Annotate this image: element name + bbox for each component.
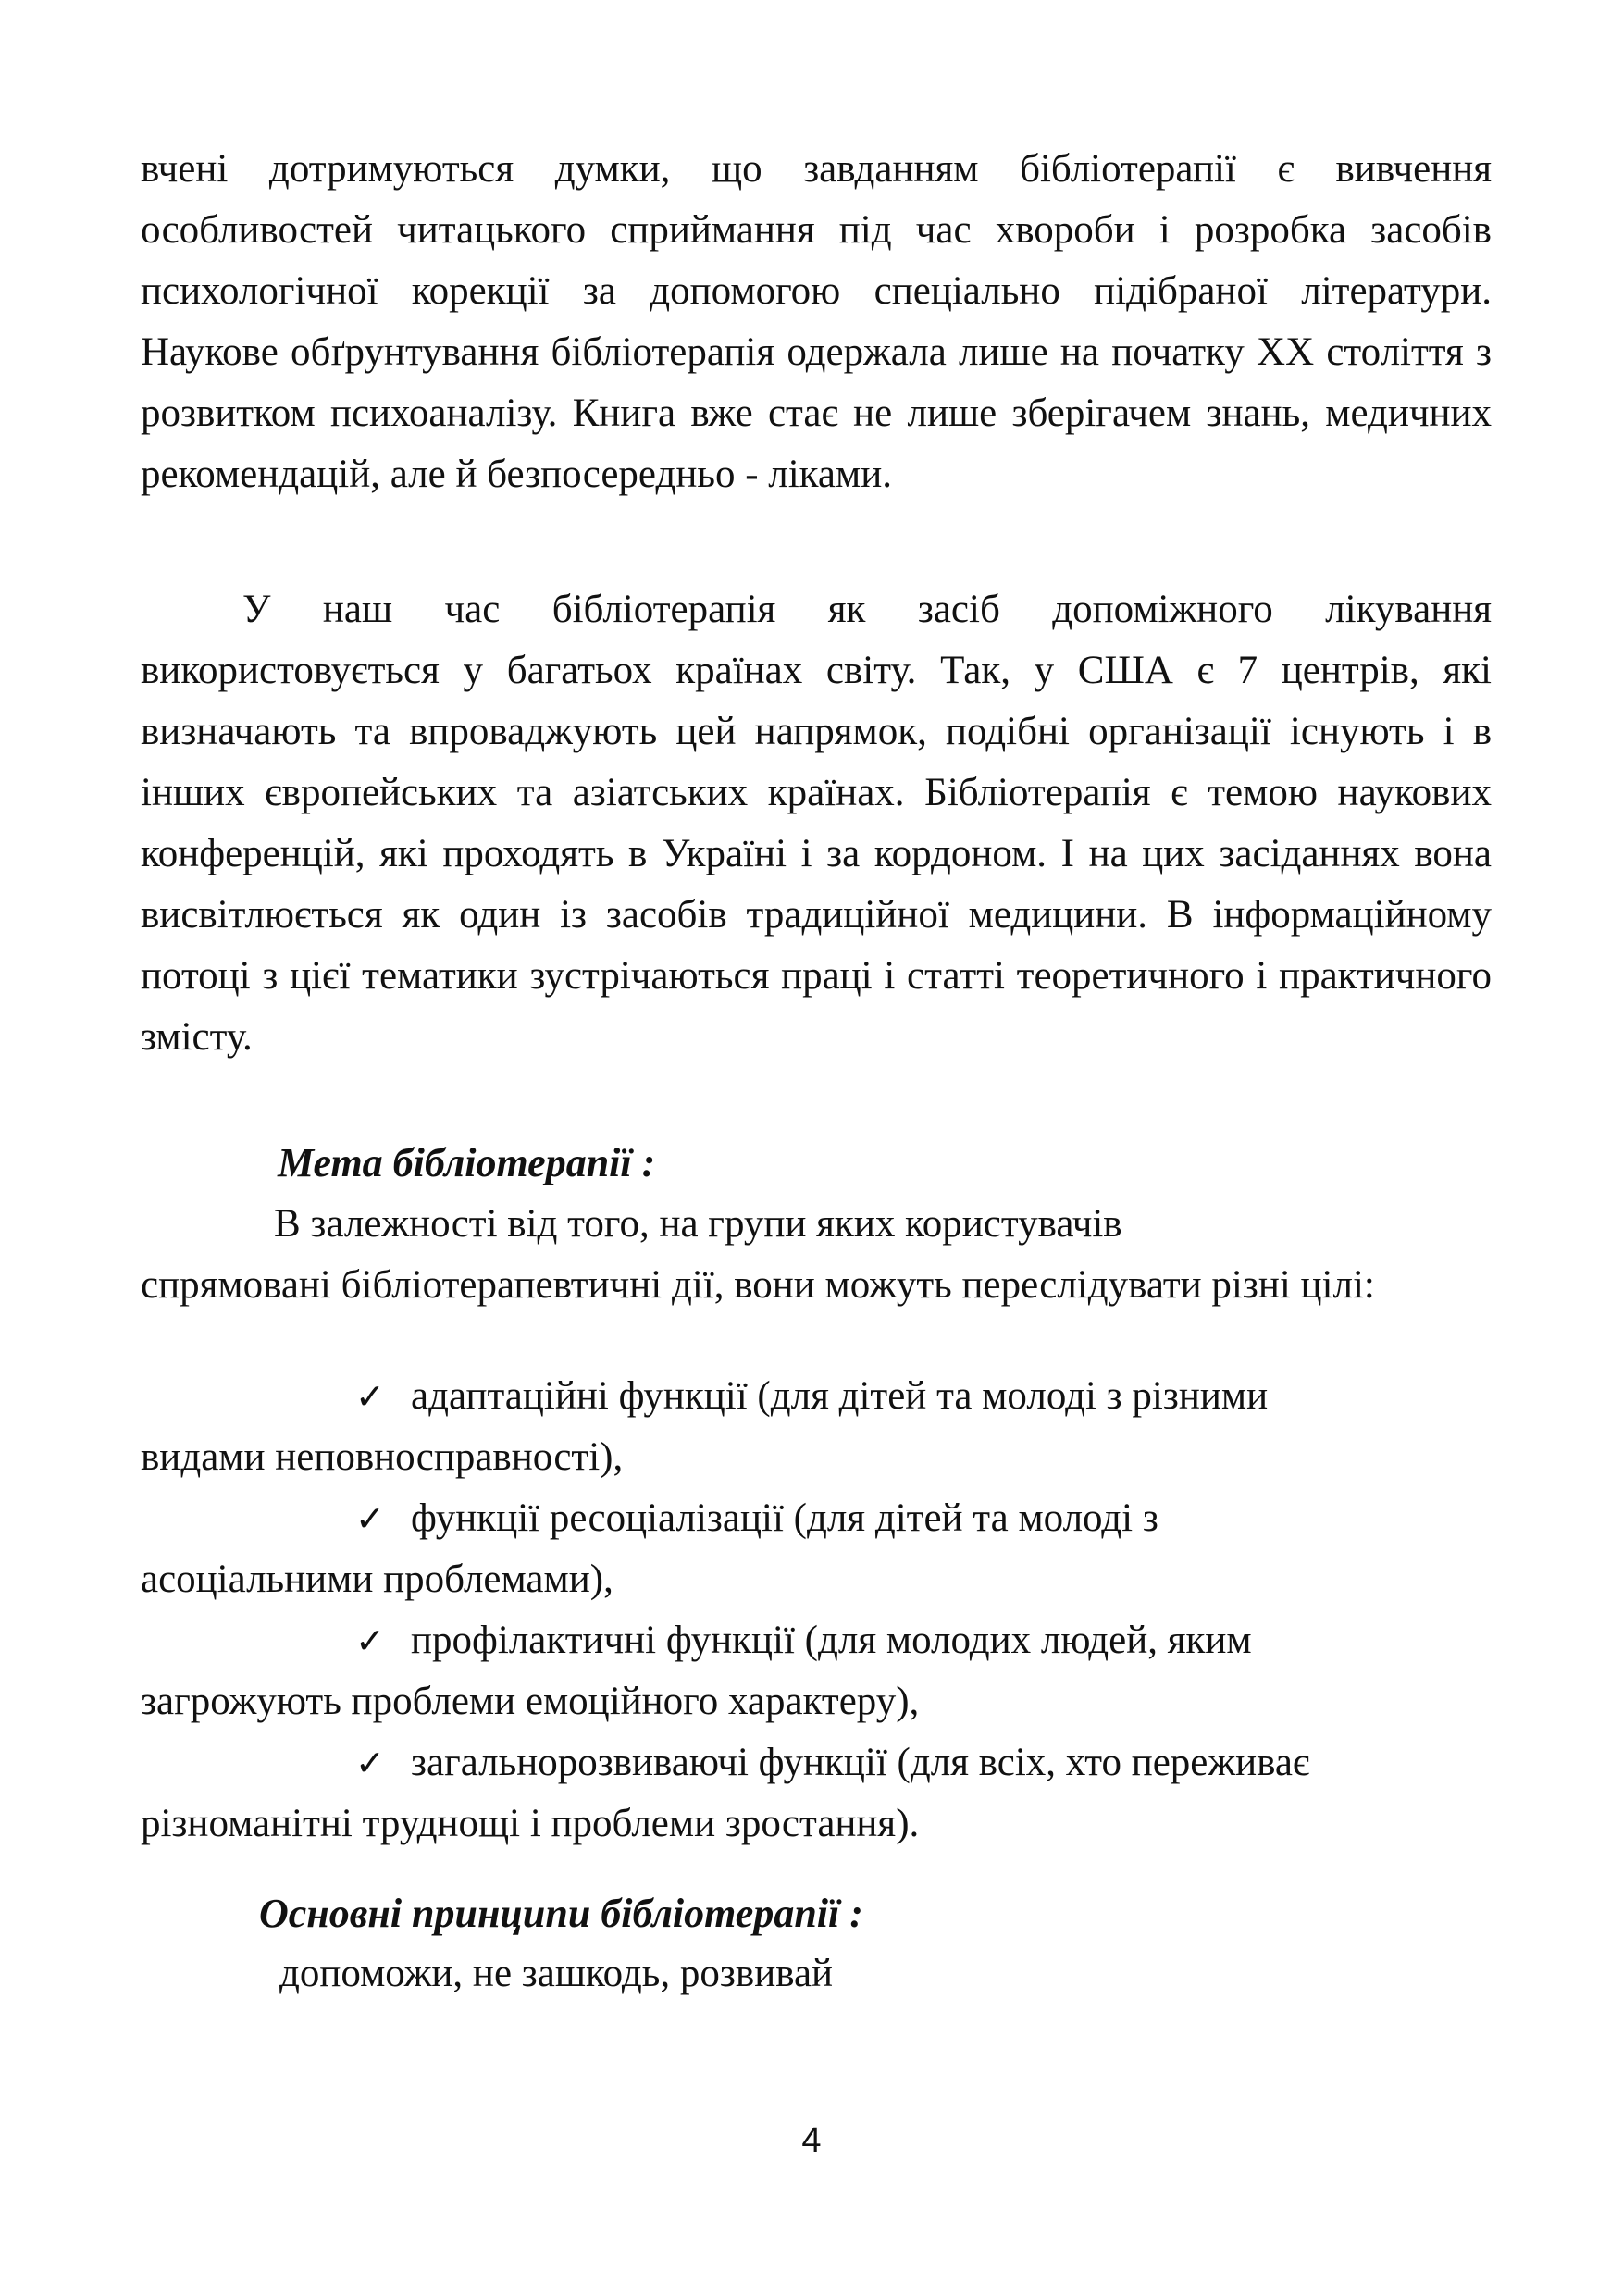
body-paragraph-2	[141, 579, 1492, 1068]
goal-intro-line-1: В залежності від того, на групи яких користувачів	[274, 1202, 1122, 1246]
body-paragraph-2-text: У наш час бібліотерапія як засіб допоміжного лікування використовується у багатьох країнах світу. Так, у США є 7 центрів, які визначають та впроваджують цей напрямок, подібні організації існують і в інших європейських та азіатських країнах. Бібліотерапія є темою наукових конференцій, які проходять в Україні і за кордоном. І на цих засіданнях вона висвітлюється як один із засобів традиційної медицини. В інформаційному потоці з цієї тематики зустрічаються праці і статті теоретичного і практичного змісту.	[141, 588, 1492, 1059]
goal-item-rest: видами неповносправності),	[141, 1435, 624, 1479]
list-item	[141, 1488, 1492, 1610]
goal-intro	[141, 1194, 1492, 1316]
goal-item-first-line: адаптаційні функції (для дітей та молоді з різними	[411, 1374, 1269, 1418]
goal-item-first-line: загальнорозвиваючі функції (для всіх, хто переживає	[411, 1741, 1310, 1784]
body-paragraph-1: вчені дотримуються думки, що завданням бібліотерапії є вивчення особливостей читацького сприймання під час хвороби і розробка засобів психологічної корекції за допомогою спеціально підібраної літератури. Наукове обґрунтування бібліотерапія одержала лише на початку ХХ століття з розвитком психоаналізу. Книга вже стає не лише зберігачем знань, медичних рекомендацій, але й безпосередньо - ліками.	[141, 147, 1492, 496]
goal-item-first-line: функції ресоціалізації (для дітей та молоді з	[411, 1496, 1158, 1540]
checkmark-icon: ✓	[355, 1620, 385, 1661]
principles-heading: Основні принципи бібліотерапії :	[259, 1891, 863, 1936]
goal-item-first-line: профілактичні функції (для молодих людей, яким	[411, 1619, 1252, 1662]
checkmark-icon: ✓	[355, 1743, 385, 1783]
list-item	[141, 1610, 1492, 1732]
goal-heading: Мета бібліотерапії :	[278, 1140, 656, 1185]
checkmark-icon: ✓	[355, 1498, 385, 1539]
list-item	[141, 1732, 1492, 1855]
goal-item-rest: різноманітні труднощі і проблеми зростання).	[141, 1802, 920, 1845]
principles-text: допоможи, не зашкодь, розвивай	[279, 1952, 834, 1995]
goal-intro-rest: спрямовані бібліотерапевтичні дії, вони можуть переслідувати різні цілі:	[141, 1263, 1375, 1307]
page-number: 4	[801, 2121, 822, 2160]
goal-item-rest: загрожують проблеми емоційного характеру),	[141, 1680, 920, 1723]
goal-item-rest: асоціальними проблемами),	[141, 1558, 613, 1601]
goals-list	[141, 1366, 1492, 1855]
list-item	[141, 1366, 1492, 1488]
checkmark-icon: ✓	[355, 1376, 385, 1417]
